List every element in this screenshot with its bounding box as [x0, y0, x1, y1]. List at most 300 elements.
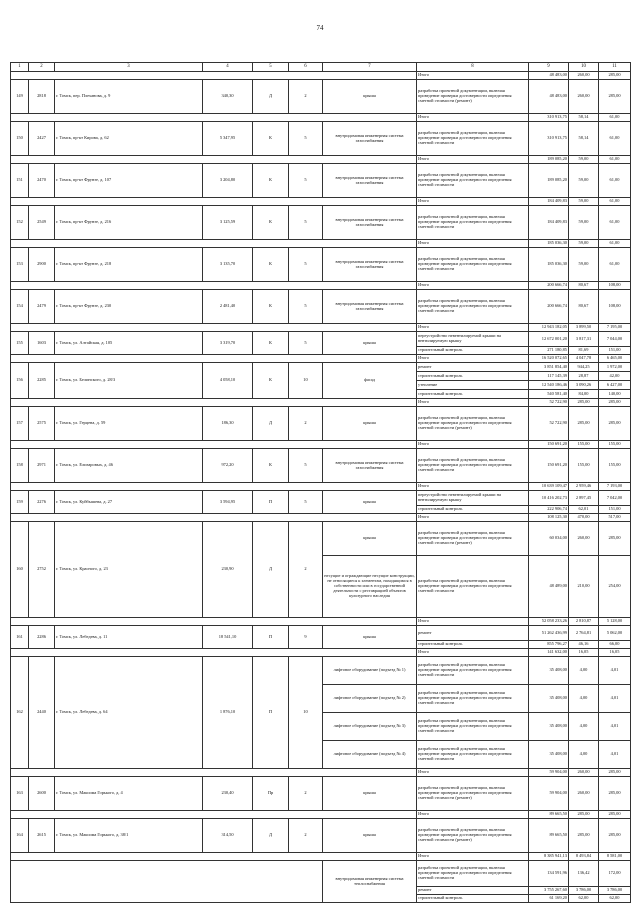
cost-value: 108 125,30: [529, 514, 569, 522]
address: г. Томск, ул. Алтайская, д. 105: [55, 332, 203, 355]
cost-value: 59 904,00: [529, 769, 569, 777]
cost-value: 150 691,20: [529, 441, 569, 449]
specific-cost: 59,00: [569, 164, 599, 198]
house-id: 2470: [29, 164, 55, 198]
subtotal-row: [11, 198, 631, 206]
address: г. Томск, ул. Лебедева, д. 11: [55, 626, 203, 649]
element: внутридомовая инженерная система теплоснабжения: [323, 861, 417, 903]
cost-value: 3 755 267,60: [529, 887, 569, 895]
limit-cost: 517,00: [599, 514, 631, 522]
specific-cost: 81,69: [569, 347, 599, 355]
cost-value: 12 672 001,20: [529, 332, 569, 347]
work-type: ремонт: [417, 363, 529, 372]
table-row: [11, 657, 631, 685]
blank-cell: [11, 399, 417, 407]
specific-cost: 3 090,26: [569, 381, 599, 390]
cost-value: 150 691,20: [529, 449, 569, 483]
limit-cost: 4,01: [599, 685, 631, 713]
specific-cost: 80,67: [569, 282, 599, 290]
limit-cost: 61,00: [599, 240, 631, 248]
work-type: разработка проектной документации, включая проведение проверки достоверности определения сметной стоимости: [417, 164, 529, 198]
limit-cost: 285,00: [599, 811, 631, 819]
limit-cost: 285,00: [599, 72, 631, 80]
cost-value: 540 581,40: [529, 390, 569, 399]
cost-value: 12 943 182,05: [529, 324, 569, 332]
specific-cost: 260,00: [569, 80, 599, 114]
specific-cost: 59,00: [569, 240, 599, 248]
limit-cost: 61,00: [599, 248, 631, 282]
specific-cost: 155,00: [569, 449, 599, 483]
blank-cell: [11, 853, 417, 861]
limit-cost: 285,00: [599, 80, 631, 114]
work-type: строительный контроль: [417, 390, 529, 399]
wall-material: К: [253, 290, 289, 324]
work-type: ремонт: [417, 887, 529, 895]
element: крыша: [323, 407, 417, 441]
house-id: 2276: [29, 491, 55, 514]
cost-value: 89 665,50: [529, 811, 569, 819]
row-number: 161: [11, 626, 29, 649]
work-type: Итого: [417, 324, 529, 332]
specific-cost: 136,42: [569, 861, 599, 887]
cost-value: 185 036,30: [529, 240, 569, 248]
wall-material: К: [253, 363, 289, 399]
limit-cost: 7 044,00: [599, 332, 631, 347]
limit-cost: 7 042,00: [599, 491, 631, 506]
limit-cost: 7 193,00: [599, 483, 631, 491]
column-header: 8: [417, 63, 529, 72]
cost-value: 48 483,00: [529, 72, 569, 80]
limit-cost: 62,00: [599, 895, 631, 903]
limit-cost: 254,00: [599, 556, 631, 618]
wall-material: П: [253, 626, 289, 649]
area: 1 876,10: [203, 657, 253, 769]
specific-cost: 4,00: [569, 685, 599, 713]
specific-cost: 58,14: [569, 114, 599, 122]
specific-cost: 4,00: [569, 713, 599, 741]
cost-value: 185 036,30: [529, 248, 569, 282]
floors: 9: [289, 626, 323, 649]
table-row: [11, 206, 631, 240]
table-row: [11, 290, 631, 324]
row-number: 150: [11, 122, 29, 156]
cost-value: 60 034,00: [529, 522, 569, 556]
limit-cost: 42,00: [599, 372, 631, 381]
specific-cost: 260,00: [569, 777, 599, 811]
work-type: Итого: [417, 72, 529, 80]
cost-value: 200 666,74: [529, 290, 569, 324]
work-type: Итого: [417, 156, 529, 164]
limit-cost: 140,00: [599, 390, 631, 399]
header-row: [11, 63, 631, 72]
work-type: разработка проектной документации, включая проведение проверки достоверности определения сметной стоимости: [417, 685, 529, 713]
blank-cell: [11, 861, 323, 903]
specific-cost: 2 764,81: [569, 626, 599, 641]
blank-cell: [11, 324, 417, 332]
specific-cost: 59,00: [569, 198, 599, 206]
specific-cost: 285,00: [569, 399, 599, 407]
work-type: Итого: [417, 769, 529, 777]
table-row: [11, 248, 631, 282]
work-type: строительный контроль: [417, 506, 529, 514]
work-type: строительный контроль: [417, 347, 529, 355]
address: г. Томск, пр-кт Кирова, д. 62: [55, 122, 203, 156]
work-type: строительный контроль: [417, 372, 529, 381]
blank-cell: [11, 355, 417, 363]
work-type: Итого: [417, 355, 529, 363]
wall-material: Д: [253, 819, 289, 853]
specific-cost: 3 899,50: [569, 324, 599, 332]
specific-cost: 28,87: [569, 372, 599, 381]
specific-cost: 16,05: [569, 649, 599, 657]
area: 3 594,95: [203, 491, 253, 514]
table-row: [11, 819, 631, 853]
table-row: [11, 491, 631, 506]
column-header: 7: [323, 63, 417, 72]
specific-cost: 4 047,78: [569, 355, 599, 363]
address: г. Томск, ул. Максима Горького, д. 4: [55, 777, 203, 811]
floors: 10: [289, 657, 323, 769]
limit-cost: 4,01: [599, 713, 631, 741]
floors: 2: [289, 407, 323, 441]
floors: 5: [289, 164, 323, 198]
limit-cost: 285,00: [599, 522, 631, 556]
address: г. Томск, ул. Елизаровых, д. 46: [55, 449, 203, 483]
subtotal-row: [11, 156, 631, 164]
work-type: разработка проектной документации, включая проведение проверки достоверности определения сметной стоимости (ремонт): [417, 407, 529, 441]
specific-cost: 58,14: [569, 122, 599, 156]
work-type: Итого: [417, 240, 529, 248]
work-type: разработка проектной документации, включая проведение проверки достоверности определения сметной стоимости (ремонт): [417, 819, 529, 853]
wall-material: К: [253, 122, 289, 156]
specific-cost: 80,67: [569, 290, 599, 324]
specific-cost: 210,00: [569, 556, 599, 618]
house-id: 2600: [29, 777, 55, 811]
specific-cost: 2 897,45: [569, 491, 599, 506]
work-type: Итого: [417, 618, 529, 626]
column-header: 4: [203, 63, 253, 72]
element: внутридомовая инженерная система газоснабжения: [323, 164, 417, 198]
floors: 2: [289, 522, 323, 618]
area: 3 125,59: [203, 206, 253, 240]
work-type: Итого: [417, 441, 529, 449]
house-id: 2286: [29, 626, 55, 649]
wall-material: Д: [253, 522, 289, 618]
column-header: 3: [55, 63, 203, 72]
specific-cost: 285,00: [569, 819, 599, 853]
cost-value: 51 262 436,99: [529, 626, 569, 641]
row-number: 157: [11, 407, 29, 441]
work-type: разработка проектной документации, включая проведение проверки достоверности определения сметной стоимости: [417, 290, 529, 324]
limit-cost: 5 128,00: [599, 618, 631, 626]
table-row: [11, 332, 631, 347]
specific-cost: 4,00: [569, 741, 599, 769]
subtotal-row: [11, 282, 631, 290]
blank-cell: [11, 198, 417, 206]
element: крыша: [323, 777, 417, 811]
work-type: Итого: [417, 282, 529, 290]
column-header: 6: [289, 63, 323, 72]
work-type: Итого: [417, 399, 529, 407]
work-type: разработка проектной документации, включая проведение проверки достоверности определения сметной стоимости: [417, 248, 529, 282]
cost-value: 52 058 233,26: [529, 618, 569, 626]
limit-cost: 172,00: [599, 861, 631, 887]
element: крыша: [323, 332, 417, 355]
work-type: Итого: [417, 514, 529, 522]
cost-value: 222 906,74: [529, 506, 569, 514]
specific-cost: 155,00: [569, 441, 599, 449]
limit-cost: 285,00: [599, 399, 631, 407]
subtotal-row: [11, 853, 631, 861]
specific-cost: 285,00: [569, 407, 599, 441]
cost-value: 200 666,74: [529, 282, 569, 290]
area: 3 135,70: [203, 248, 253, 282]
house-id: 2752: [29, 522, 55, 618]
floors: 2: [289, 777, 323, 811]
cost-value: 855 796,27: [529, 641, 569, 649]
work-type: разработка проектной документации, включая проведение проверки достоверности определения сметной стоимости: [417, 713, 529, 741]
cost-value: 134 591,96: [529, 861, 569, 887]
column-header: 1: [11, 63, 29, 72]
work-type: разработка проектной документации, включая проведение проверки достоверности определения сметной стоимости: [417, 741, 529, 769]
wall-material: Д: [253, 407, 289, 441]
subtotal-row: [11, 514, 631, 522]
element: внутридомовая инженерная система газоснабжения: [323, 449, 417, 483]
specific-cost: 260,00: [569, 769, 599, 777]
specific-cost: 84,00: [569, 390, 599, 399]
cost-value: 35 408,00: [529, 741, 569, 769]
limit-cost: 155,00: [599, 441, 631, 449]
cost-value: 10 639 109,47: [529, 483, 569, 491]
limit-cost: 285,00: [599, 769, 631, 777]
cost-value: 35 408,00: [529, 713, 569, 741]
work-type: разработка проектной документации, включая проведение проверки достоверности определения сметной стоимости: [417, 556, 529, 618]
area: 340,30: [203, 80, 253, 114]
house-id: 2440: [29, 657, 55, 769]
blank-cell: [11, 769, 417, 777]
cost-value: 271 180,85: [529, 347, 569, 355]
element: внутридомовая инженерная система газоснабжения: [323, 206, 417, 240]
area: 18 541,10: [203, 626, 253, 649]
blank-cell: [11, 514, 417, 522]
table-row: [11, 522, 631, 556]
row-number: 154: [11, 290, 29, 324]
work-type: переустройство невентилируемой крыши на вентилируемую крышу: [417, 491, 529, 506]
work-type: Итого: [417, 114, 529, 122]
cost-value: 48 483,00: [529, 80, 569, 114]
address: г. Томск, пр-кт Фрунзе, д. 216: [55, 206, 203, 240]
element: лифтовое оборудование (подъезд № 3): [323, 713, 417, 741]
limit-cost: 285,00: [599, 777, 631, 811]
house-id: 2549: [29, 206, 55, 240]
wall-material: П: [253, 491, 289, 514]
work-type: разработка проектной документации, включая проведение проверки достоверности определения сметной стоимости (ремонт): [417, 522, 529, 556]
work-type: Итого: [417, 811, 529, 819]
table-row: [11, 363, 631, 372]
area: 230,90: [203, 522, 253, 618]
work-type: разработка проектной документации, включая проведение проверки достоверности определения сметной стоимости: [417, 861, 529, 887]
work-type: разработка проектной документации, включая проведение проверки достоверности определения сметной стоимости: [417, 657, 529, 685]
cost-value: 189 085,20: [529, 156, 569, 164]
column-header: 9: [529, 63, 569, 72]
blank-cell: [11, 618, 417, 626]
limit-cost: 61,00: [599, 114, 631, 122]
address: г. Томск, ул. Герцена, д. 59: [55, 407, 203, 441]
cost-value: 3 851 854,40: [529, 363, 569, 372]
address: г. Томск, ул. Лебедева, д. 64: [55, 657, 203, 769]
work-type: Итого: [417, 198, 529, 206]
row-number: 159: [11, 491, 29, 514]
area: 230,40: [203, 777, 253, 811]
work-type: Итого: [417, 649, 529, 657]
work-type: разработка проектной документации, включая проведение проверки достоверности определения сметной стоимости (ремонт): [417, 777, 529, 811]
specific-cost: 59,00: [569, 206, 599, 240]
work-type: разработка проектной документации, включая проведение проверки достоверности определения сметной стоимости (ремонт): [417, 80, 529, 114]
house-id: 2615: [29, 819, 55, 853]
area: 5 347,95: [203, 122, 253, 156]
limit-cost: 66,00: [599, 641, 631, 649]
element: крыша: [323, 626, 417, 649]
address: г. Томск, ул. Красного, д. 23: [55, 522, 203, 618]
limit-cost: 108,00: [599, 282, 631, 290]
limit-cost: 4,01: [599, 741, 631, 769]
area: 3 319,70: [203, 332, 253, 355]
floors: 5: [289, 332, 323, 355]
repair-program-table: [10, 62, 631, 903]
cost-value: 189 085,20: [529, 164, 569, 198]
address: г. Томск, пр-кт Фрунзе, д. 218: [55, 248, 203, 282]
blank-cell: [11, 649, 417, 657]
subtotal-row: [11, 399, 631, 407]
row-number: 162: [11, 657, 29, 769]
address: г. Томск, ул. Белинского, д. 28/3: [55, 363, 203, 399]
cost-value: 117 145,39: [529, 372, 569, 381]
floors: 5: [289, 491, 323, 514]
blank-cell: [11, 114, 417, 122]
work-type: переустройство невентилируемой крыши на вентилируемую крышу: [417, 332, 529, 347]
cost-value: 12 540 186,46: [529, 381, 569, 390]
area: 4 058,10: [203, 363, 253, 399]
element: несущие и ограждающие несущие конструкции, не относящиеся к элементам, находящимся в собственности или в государственной деятельности с реставрацией объектов культурного наследия: [323, 556, 417, 618]
wall-material: П: [253, 657, 289, 769]
cost-value: 59 904,00: [529, 777, 569, 811]
work-type: разработка проектной документации, включая проведение проверки достоверности определения сметной стоимости: [417, 449, 529, 483]
cost-value: 184 409,83: [529, 206, 569, 240]
element: внутридомовая инженерная система газоснабжения: [323, 290, 417, 324]
specific-cost: 260,00: [569, 72, 599, 80]
floors: 5: [289, 206, 323, 240]
blank-cell: [11, 282, 417, 290]
work-type: строительный контроль: [417, 641, 529, 649]
floors: 2: [289, 819, 323, 853]
element: крыша: [323, 491, 417, 514]
cost-value: 61 169,20: [529, 895, 569, 903]
blank-cell: [11, 483, 417, 491]
limit-cost: 4,01: [599, 657, 631, 685]
house-id: 2285: [29, 363, 55, 399]
limit-cost: 61,00: [599, 198, 631, 206]
work-type: утепление: [417, 381, 529, 390]
blank-cell: [11, 156, 417, 164]
address: г. Томск, ул. Куйбышева, д. 27: [55, 491, 203, 514]
cost-value: 52 722,90: [529, 407, 569, 441]
house-id: 2575: [29, 407, 55, 441]
element: лифтовое оборудование (подъезд № 1): [323, 657, 417, 685]
house-id: 2479: [29, 290, 55, 324]
address: г. Томск, пер. Плеханова, д. 9: [55, 80, 203, 114]
row-number: 163: [11, 777, 29, 811]
subtotal-row: [11, 355, 631, 363]
limit-cost: 155,00: [599, 449, 631, 483]
cost-value: 310 913,75: [529, 114, 569, 122]
wall-material: К: [253, 248, 289, 282]
blank-cell: [11, 72, 417, 80]
element: внутридомовая инженерная система газоснабжения: [323, 248, 417, 282]
row-number: 149: [11, 80, 29, 114]
limit-cost: 285,00: [599, 819, 631, 853]
specific-cost: 944,25: [569, 363, 599, 372]
specific-cost: 46,16: [569, 641, 599, 649]
limit-cost: 61,00: [599, 156, 631, 164]
area: 972,20: [203, 449, 253, 483]
specific-cost: 62,01: [569, 506, 599, 514]
element: крыша: [323, 819, 417, 853]
table-row: [11, 164, 631, 198]
row-number: 153: [11, 248, 29, 282]
subtotal-row: [11, 811, 631, 819]
column-header: 10: [569, 63, 599, 72]
subtotal-row: [11, 483, 631, 491]
cost-value: 89 665,50: [529, 819, 569, 853]
table-row: [11, 626, 631, 641]
house-id: 1603: [29, 332, 55, 355]
specific-cost: 8 493,84: [569, 853, 599, 861]
wall-material: К: [253, 449, 289, 483]
specific-cost: 260,00: [569, 522, 599, 556]
cost-value: 184 409,83: [529, 198, 569, 206]
limit-cost: 6 465,00: [599, 355, 631, 363]
wall-material: К: [253, 332, 289, 355]
limit-cost: 151,00: [599, 347, 631, 355]
specific-cost: 59,00: [569, 248, 599, 282]
specific-cost: 285,00: [569, 811, 599, 819]
floors: 2: [289, 80, 323, 114]
cost-value: 8 385 941,13: [529, 853, 569, 861]
specific-cost: 3 817,31: [569, 332, 599, 347]
subtotal-row: [11, 649, 631, 657]
subtotal-row: [11, 72, 631, 80]
row-number: 156: [11, 363, 29, 399]
specific-cost: 4,00: [569, 657, 599, 685]
table-row: [11, 122, 631, 156]
floors: 5: [289, 122, 323, 156]
subtotal-row: [11, 324, 631, 332]
subtotal-row: [11, 769, 631, 777]
limit-cost: 3 786,00: [599, 887, 631, 895]
limit-cost: 285,00: [599, 407, 631, 441]
specific-cost: 2 959,46: [569, 483, 599, 491]
blank-cell: [11, 240, 417, 248]
row-number: 151: [11, 164, 29, 198]
house-id: 2818: [29, 80, 55, 114]
floors: 5: [289, 248, 323, 282]
limit-cost: 6 427,00: [599, 381, 631, 390]
specific-cost: 3 786,00: [569, 887, 599, 895]
cost-value: 310 913,75: [529, 122, 569, 156]
specific-cost: 2 810,87: [569, 618, 599, 626]
limit-cost: 8 581,00: [599, 853, 631, 861]
work-type: Итого: [417, 853, 529, 861]
